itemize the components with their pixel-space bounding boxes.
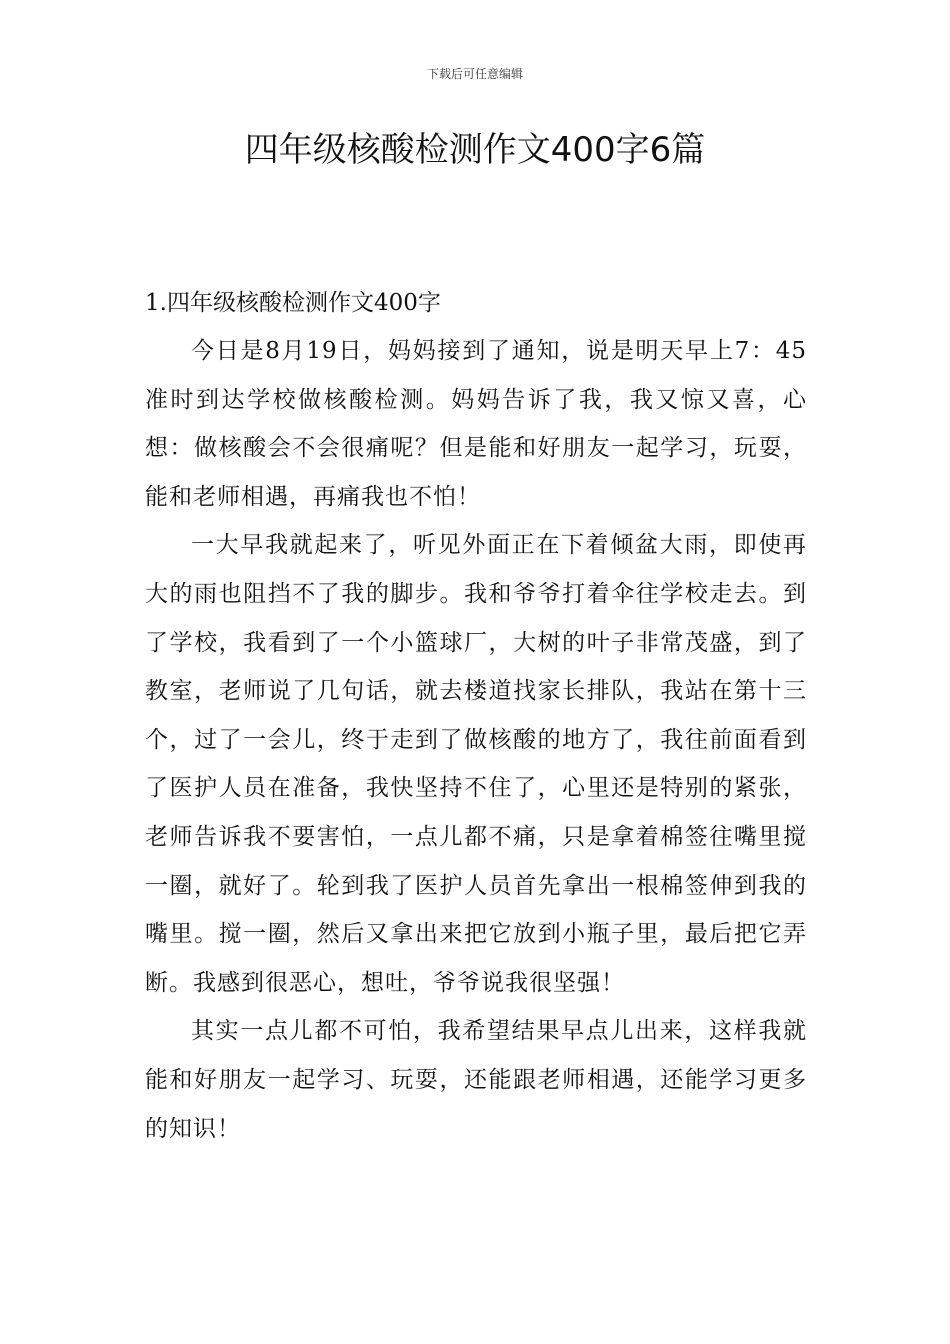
section-heading: 1.四年级核酸检测作文400字 [145, 290, 441, 316]
document-title: 四年级核酸检测作文400字6篇 [244, 130, 706, 170]
header-note: 下载后可任意编辑 [426, 67, 523, 81]
paragraph: 一大早我就起来了，听见外面正在下着倾盆大雨，即使再大的雨也阻挡不了我的脚步。我和爷爷打着伞往学校走去。到了学校，我看到了一个小篮球厂，大树的叶子非常茂盛，到了教室，老师说了几句话，就去楼道找家长排队，我站在第十三个，过了一会儿，终于走到了做核酸的地方了，我往前面看到了医护人员在准备，我快坚持不住了，心里还是特别的紧张，老师告诉我不要害怕，一点儿都不痛，只是拿着棉签往嘴里搅一圈，就好了。轮到我了医护人员首先拿出一根棉签伸到我的嘴里。搅一圈，然后又拿出来把它放到小瓶子里，最后把它弄断。我感到很恶心，想吐，爷爷说我很坚强！ [145, 532, 807, 996]
paragraph: 其实一点儿都不可怕，我希望结果早点儿出来，这样我就能和好朋友一起学习、玩耍，还能跟老师相遇，还能学习更多的知识！ [145, 1018, 807, 1142]
paragraph: 今日是8月19日，妈妈接到了通知，说是明天早上7：45准时到达学校做核酸检测。妈妈告诉了我，我又惊又喜，心想：做核酸会不会很痛呢？但是能和好朋友一起学习，玩耍，能和老师相遇，再痛我也不怕！ [145, 338, 807, 510]
document-body [145, 279, 807, 1153]
